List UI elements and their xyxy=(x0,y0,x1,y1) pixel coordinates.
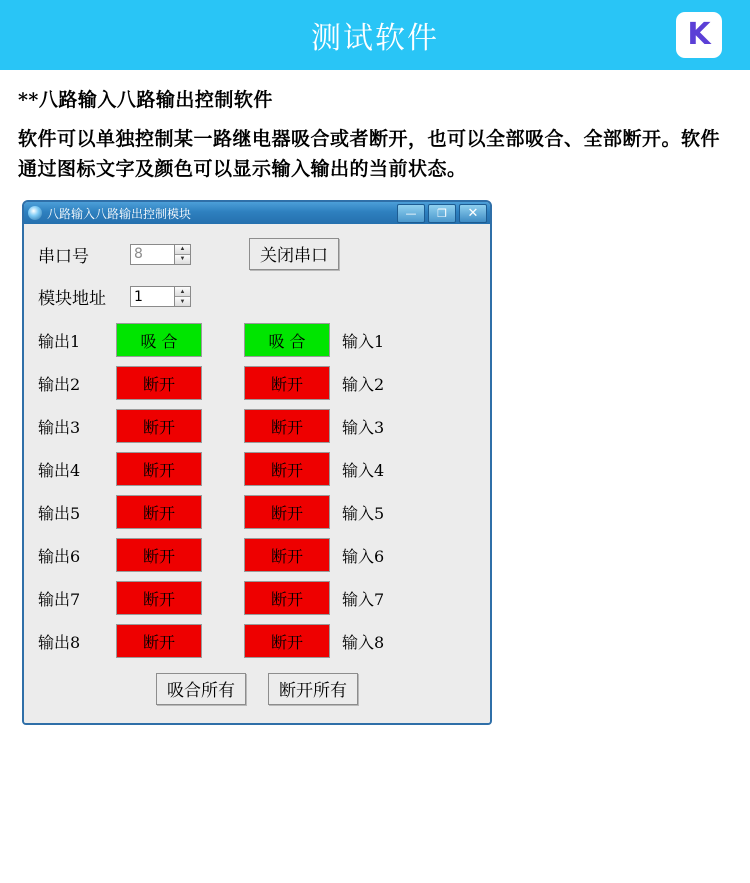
close-port-button-holder xyxy=(249,238,339,270)
input-state-3: 断开 xyxy=(244,409,330,443)
module-address-label: 模块地址 xyxy=(38,289,106,310)
input-state-6: 断开 xyxy=(244,538,330,572)
k-logo-icon xyxy=(676,12,722,58)
logo-letter: K xyxy=(687,17,711,52)
description-line-2: 软件可以单独控制某一路继电器吸合或者断开，也可以全部吸合、全部断开。软件通过图标文字及颜色可以显示输入输出的当前状态。 xyxy=(18,128,721,180)
output-state-1[interactable]: 吸 合 xyxy=(116,323,202,357)
output-state-6[interactable]: 断开 xyxy=(116,538,202,572)
bulk-action-bar xyxy=(38,667,476,715)
input-state-1: 吸 合 xyxy=(244,323,330,357)
input-state-8: 断开 xyxy=(244,624,330,658)
input-label-5: 输入5 xyxy=(342,503,385,523)
output-label-1: 输出1 xyxy=(38,331,81,351)
channel-row xyxy=(38,624,476,658)
page-banner xyxy=(0,0,750,70)
chevron-down-icon[interactable]: ▼ xyxy=(175,297,190,306)
input-label-6: 输入6 xyxy=(342,546,385,566)
maximize-icon[interactable]: ❐ xyxy=(428,204,456,223)
module-address-row xyxy=(38,284,476,309)
output-label-5: 输出5 xyxy=(38,503,81,523)
window-title: 八路输入八路输出控制模块 xyxy=(47,206,192,221)
output-label-3: 输出3 xyxy=(38,417,81,437)
serial-port-spin-buttons[interactable] xyxy=(174,244,191,265)
input-label-2: 输入2 xyxy=(342,374,385,394)
app-icon xyxy=(28,206,42,220)
all-on-button[interactable]: 吸合所有 xyxy=(156,673,246,705)
channel-row xyxy=(38,495,476,529)
input-state-5: 断开 xyxy=(244,495,330,529)
all-off-button[interactable]: 断开所有 xyxy=(268,673,358,705)
input-state-4: 断开 xyxy=(244,452,330,486)
input-state-7: 断开 xyxy=(244,581,330,615)
description-line-1: **八路输入八路输出控制软件 xyxy=(18,89,273,111)
page-title: 测试软件 xyxy=(311,21,439,56)
input-label-3: 输入3 xyxy=(342,417,385,437)
output-label-8: 输出8 xyxy=(38,632,81,652)
module-address-stepper[interactable] xyxy=(130,286,191,307)
window-controls xyxy=(397,204,487,223)
output-state-4[interactable]: 断开 xyxy=(116,452,202,486)
channel-row xyxy=(38,366,476,400)
output-state-2[interactable]: 断开 xyxy=(116,366,202,400)
chevron-up-icon[interactable]: ▲ xyxy=(175,245,190,255)
input-label-4: 输入4 xyxy=(342,460,385,480)
serial-port-stepper[interactable] xyxy=(130,244,191,265)
serial-port-input[interactable] xyxy=(130,244,174,265)
channel-row xyxy=(38,538,476,572)
channel-row xyxy=(38,409,476,443)
window-titlebar[interactable] xyxy=(24,202,490,224)
chevron-up-icon[interactable]: ▲ xyxy=(175,287,190,297)
input-label-8: 输入8 xyxy=(342,632,385,652)
output-state-7[interactable]: 断开 xyxy=(116,581,202,615)
output-state-5[interactable]: 断开 xyxy=(116,495,202,529)
input-label-1: 输入1 xyxy=(342,331,385,351)
close-icon[interactable]: ✕ xyxy=(459,204,487,223)
chevron-down-icon[interactable]: ▼ xyxy=(175,255,190,264)
channel-grid xyxy=(38,323,476,658)
description-block xyxy=(0,70,750,200)
channel-row xyxy=(38,323,476,357)
module-address-spin-buttons[interactable] xyxy=(174,286,191,307)
output-label-6: 输出6 xyxy=(38,546,81,566)
minimize-icon[interactable]: — xyxy=(397,204,425,223)
output-state-8[interactable]: 断开 xyxy=(116,624,202,658)
relay-control-window xyxy=(22,200,492,725)
input-label-7: 输入7 xyxy=(342,589,385,609)
channel-row xyxy=(38,452,476,486)
close-port-button[interactable]: 关闭串口 xyxy=(249,238,339,270)
output-label-2: 输出2 xyxy=(38,374,81,394)
output-state-3[interactable]: 断开 xyxy=(116,409,202,443)
input-state-2: 断开 xyxy=(244,366,330,400)
app-window-wrapper xyxy=(0,200,750,725)
module-address-input[interactable] xyxy=(130,286,174,307)
serial-port-label: 串口号 xyxy=(38,246,89,267)
window-client-area xyxy=(24,224,490,723)
output-label-7: 输出7 xyxy=(38,589,81,609)
serial-port-row xyxy=(38,238,476,270)
output-label-4: 输出4 xyxy=(38,460,81,480)
channel-row xyxy=(38,581,476,615)
